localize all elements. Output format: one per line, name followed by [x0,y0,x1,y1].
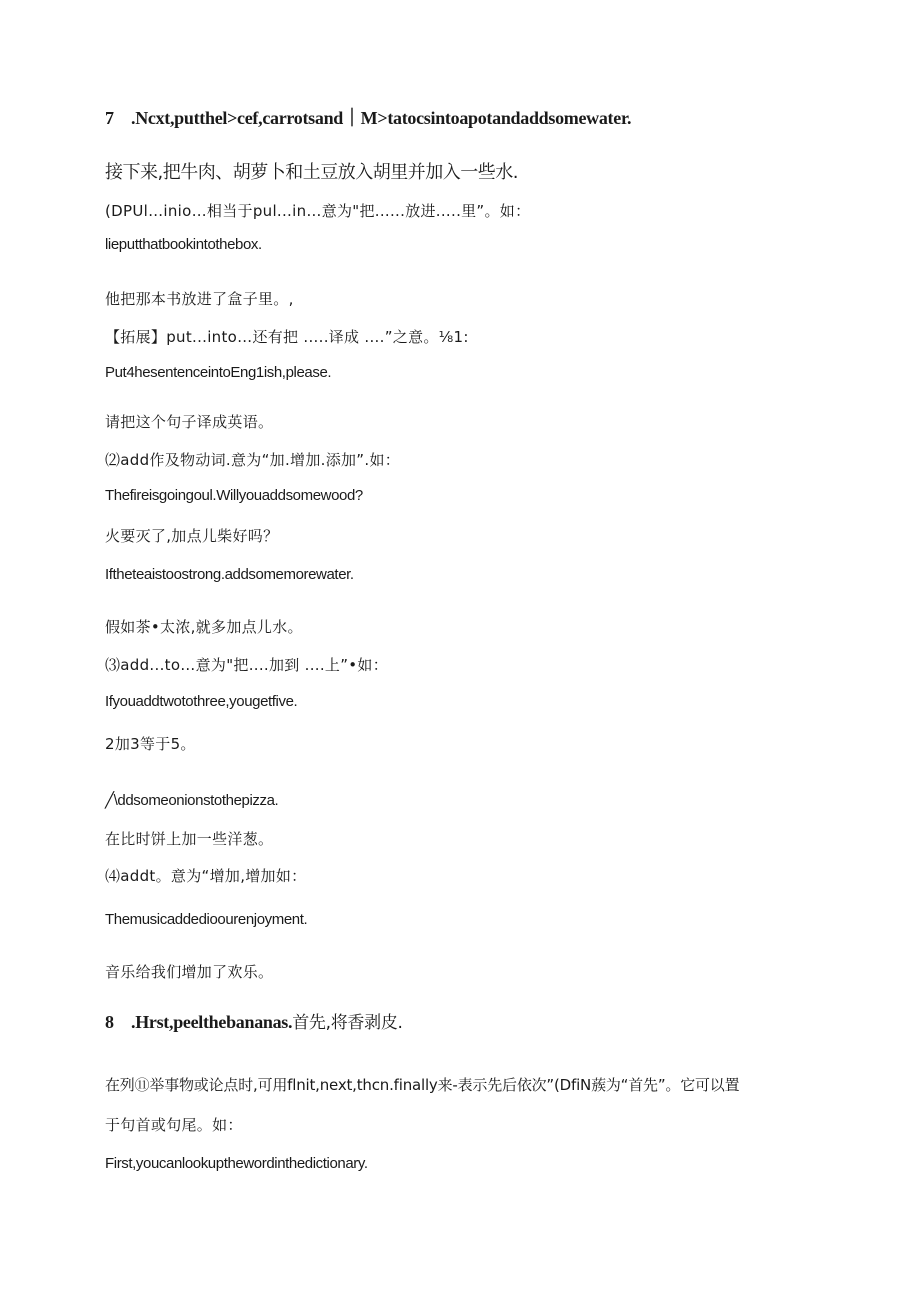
example-zh: 音乐给我们增加了欢乐。 [105,963,274,981]
item-7-note-3: ⑶add...to…意为"把....加到 ....上”•如： [105,656,389,674]
item-7-note-2: ⑵add作及物动词.意为“加.增加.添加”.如： [105,451,401,469]
example-zh: 假如茶•太浓,就多加点儿水。 [105,618,303,636]
example-en: Ifyouaddtwotothree,yougetfive. [105,693,298,710]
example-zh: 在比时饼上加一些洋葱。 [105,830,274,848]
item-7-note-4: ⑷addt。意为“增加,增加如： [105,867,307,885]
example-zh: 2加3等于5。 [105,735,196,753]
example-en: Put4hesentenceintoEng1ish,please. [105,364,332,381]
item-8-heading [105,1008,403,1033]
example-en: lieputthatbookintothebox. [105,236,262,253]
example-zh: 火要灭了,加点儿柴好吗？ [105,527,279,545]
example-en: Themusicaddedioourenjoyment. [105,911,308,928]
example-en: ╱\ddsomeonionstothepizza. [105,792,279,809]
item-7-note-1: (DPUl…inio…相当于pul...in…意为"把......放进.....里”。如： [105,202,531,220]
item-7-translation: 接下来,把牛肉、胡萝卜和土豆放入胡里并加入一些水. [105,162,518,183]
example-en: Thefireisgoingoul.Willyouaddsomewood? [105,487,363,504]
item-7-heading [105,104,631,130]
example-zh: 请把这个句子译成英语。 [105,413,274,431]
example-en: Iftheteaistoostrong.addsomemorewater. [105,566,354,583]
example-zh: 他把那本书放进了盒子里。, [105,290,294,308]
extension-note: 【拓展】put...into…还有把 .....译成 ....”之意。⅛1: [105,328,469,346]
item-8-note-1-continued: 于句首或句尾。如： [105,1116,243,1134]
item-8-heading-zh: 首先,将香剥皮. [292,1013,403,1033]
item-8-heading-en: .Hrst,peelthebananas. [131,1012,293,1032]
item-8-note-1: 在列⑪举事物或论点时,可用flnit,next,thcn.finally来-表示先后依次”(DfiN蔟为“首先”。它可以置 [105,1076,740,1094]
example-en: First,youcanlookupthewordinthedictionary. [105,1155,368,1172]
item-7-heading-text: .Ncxt,putthel>cef,carrotsand｜M>tatocsintoapotandaddsomewater. [131,108,632,128]
item-7-number: 7 [105,108,114,128]
item-8-number: 8 [105,1012,114,1032]
